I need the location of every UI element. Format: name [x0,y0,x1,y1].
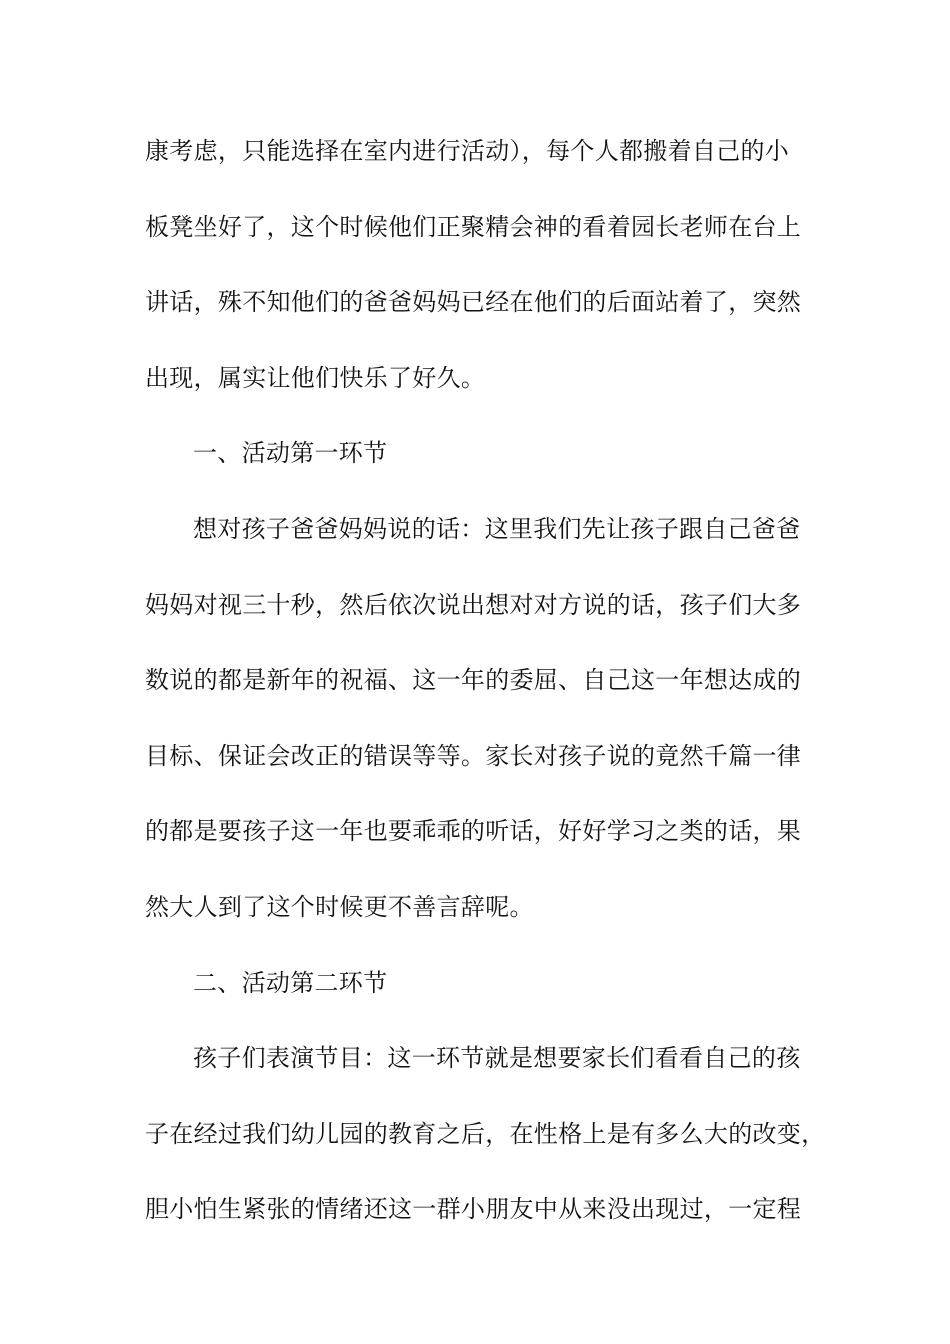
paragraph-line: 孩子们表演节目：这一环节就是想要家长们看看自己的孩 [193,1044,801,1073]
paragraph-line: 子在经过我们幼儿园的教育之后，在性格上是有多么大的改变， [145,1119,826,1148]
section-heading-2: 二、活动第二环节 [193,968,388,997]
paragraph-line: 康考虑，只能选择在室内进行活动），每个人都搬着自己的小 [145,137,790,165]
paragraph-line: 数说的都是新年的祝福、这一年的委屈、自己这一年想达成的 [145,666,802,695]
paragraph-line: 胆小怕生紧张的情绪还这一群小朋友中从来没出现过，一定程 [145,1195,802,1224]
paragraph-line: 板凳坐好了，这个时候他们正聚精会神的看着园长老师在台上 [145,212,802,241]
paragraph-line: 目标、保证会改正的错误等等。家长对孩子说的竟然千篇一律 [145,741,802,770]
section-heading-1: 一、活动第一环节 [193,439,388,468]
paragraph-line: 妈妈对视三十秒，然后依次说出想对对方说的话，孩子们大多 [145,590,802,619]
paragraph-line: 然大人到了这个时候更不善言辞呢。 [145,892,534,921]
paragraph-line: 出现，属实让他们快乐了好久。 [145,363,486,392]
paragraph-line: 想对孩子爸爸妈妈说的话：这里我们先让孩子跟自己爸爸 [193,514,801,543]
document-body [145,129,825,1263]
paragraph-line: 讲话，殊不知他们的爸爸妈妈已经在他们的后面站着了，突然 [145,288,802,317]
paragraph-line: 的都是要孩子这一年也要乖乖的听话，好好学习之类的话，果 [145,817,802,846]
